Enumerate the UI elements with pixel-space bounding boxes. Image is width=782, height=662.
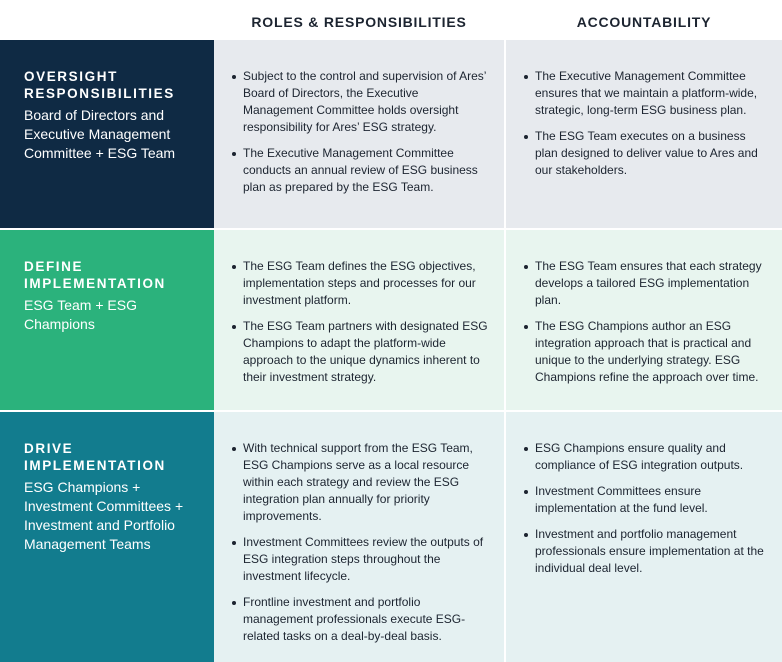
bullet-icon <box>232 601 236 605</box>
list-item <box>524 440 768 474</box>
row-title-line: RESPONSIBILITIES <box>24 86 175 101</box>
bullet-icon <box>524 533 528 537</box>
list-item <box>524 526 768 577</box>
bullet-icon <box>524 75 528 79</box>
bullet-icon <box>524 135 528 139</box>
row-title-line: IMPLEMENTATION <box>24 276 166 291</box>
bullet-icon <box>232 75 236 79</box>
list-item <box>524 128 768 179</box>
list-item-text: Investment and portfolio management professionals ensure implementation at the individual deal level. <box>535 527 764 575</box>
list-item-text: The Executive Management Committee ensures that we maintain a platform-wide, strategic, long-term ESG business plan. <box>535 69 758 117</box>
accountability-cell <box>506 40 782 228</box>
list-item <box>232 145 490 196</box>
bullet-icon <box>232 447 236 451</box>
list-item-text: The Executive Management Committee conducts an annual review of ESG business plan as prepared by the ESG Team. <box>243 146 478 194</box>
list-item <box>524 318 768 386</box>
bullet-icon <box>232 541 236 545</box>
roles-cell <box>214 412 504 662</box>
list-item-text: The ESG Team defines the ESG objectives, implementation steps and processes for our investment platform. <box>243 259 476 307</box>
list-item-text: Frontline investment and portfolio management professionals execute ESG-related tasks on a deal-by-deal basis. <box>243 595 466 643</box>
bullet-icon <box>524 490 528 494</box>
row-title-line: DRIVE <box>24 441 74 456</box>
drive-implementation-row <box>0 412 782 662</box>
list-item <box>232 534 490 585</box>
bullet-icon <box>232 325 236 329</box>
row-title-line: IMPLEMENTATION <box>24 458 166 473</box>
list-item <box>524 68 768 119</box>
row-subtitle: ESG Team + ESG Champions <box>24 297 137 332</box>
row-title <box>24 440 204 474</box>
list-item-text: Subject to the control and supervision of Ares’ Board of Directors, the Executive Management Committee holds oversight responsibility for Ares’ ESG strategy. <box>243 69 487 134</box>
bullet-icon <box>232 152 236 156</box>
list-item-text: The ESG Champions author an ESG integration approach that is practical and unique to the underlying strategy. ESG Champions refine the approach over time. <box>535 319 759 384</box>
row-title <box>24 68 204 102</box>
oversight-row <box>0 40 782 228</box>
list-item-text: The ESG Team executes on a business plan designed to deliver value to Ares and our stakeholders. <box>535 129 758 177</box>
list-item <box>232 440 490 525</box>
bullet-icon <box>524 265 528 269</box>
row-title-line: OVERSIGHT <box>24 69 118 84</box>
row-title <box>24 258 204 292</box>
accountability-cell <box>506 412 782 662</box>
list-item <box>232 68 490 136</box>
list-item-text: ESG Champions ensure quality and compliance of ESG integration outputs. <box>535 441 744 472</box>
list-item-text: The ESG Team ensures that each strategy develops a tailored ESG implementation plan. <box>535 259 762 307</box>
roles-column-header: ROLES & RESPONSIBILITIES <box>251 14 467 30</box>
accountability-column-header: ACCOUNTABILITY <box>576 14 712 30</box>
list-item <box>524 258 768 309</box>
bullet-icon <box>524 325 528 329</box>
list-item <box>232 258 490 309</box>
row-label <box>0 230 214 410</box>
roles-cell <box>214 230 504 410</box>
list-item-text: Investment Committees ensure implementation at the fund level. <box>535 484 708 515</box>
list-item-text: Investment Committees review the outputs of ESG integration steps throughout the investment lifecycle. <box>243 535 484 583</box>
bullet-icon <box>524 447 528 451</box>
row-subtitle: Board of Directors and Executive Management Committee + ESG Team <box>24 107 176 161</box>
row-label <box>0 40 214 228</box>
row-title-line: DEFINE <box>24 259 84 274</box>
row-subtitle: ESG Champions + Investment Committees + Investment and Portfolio Management Teams <box>24 479 184 552</box>
bullet-icon <box>232 265 236 269</box>
list-item-text: With technical support from the ESG Team, ESG Champions serve as a local resource within each strategy and review the ESG integration plan annually for priority improvements. <box>243 441 473 523</box>
list-item <box>232 318 490 386</box>
list-item <box>232 594 490 645</box>
row-label <box>0 412 214 662</box>
list-item-text: The ESG Team partners with designated ESG Champions to adapt the platform-wide approach to the unique dynamics inherent to their investment strategy. <box>243 319 488 384</box>
define-implementation-row <box>0 230 782 410</box>
accountability-cell <box>506 230 782 410</box>
roles-cell <box>214 40 504 228</box>
list-item <box>524 483 768 517</box>
